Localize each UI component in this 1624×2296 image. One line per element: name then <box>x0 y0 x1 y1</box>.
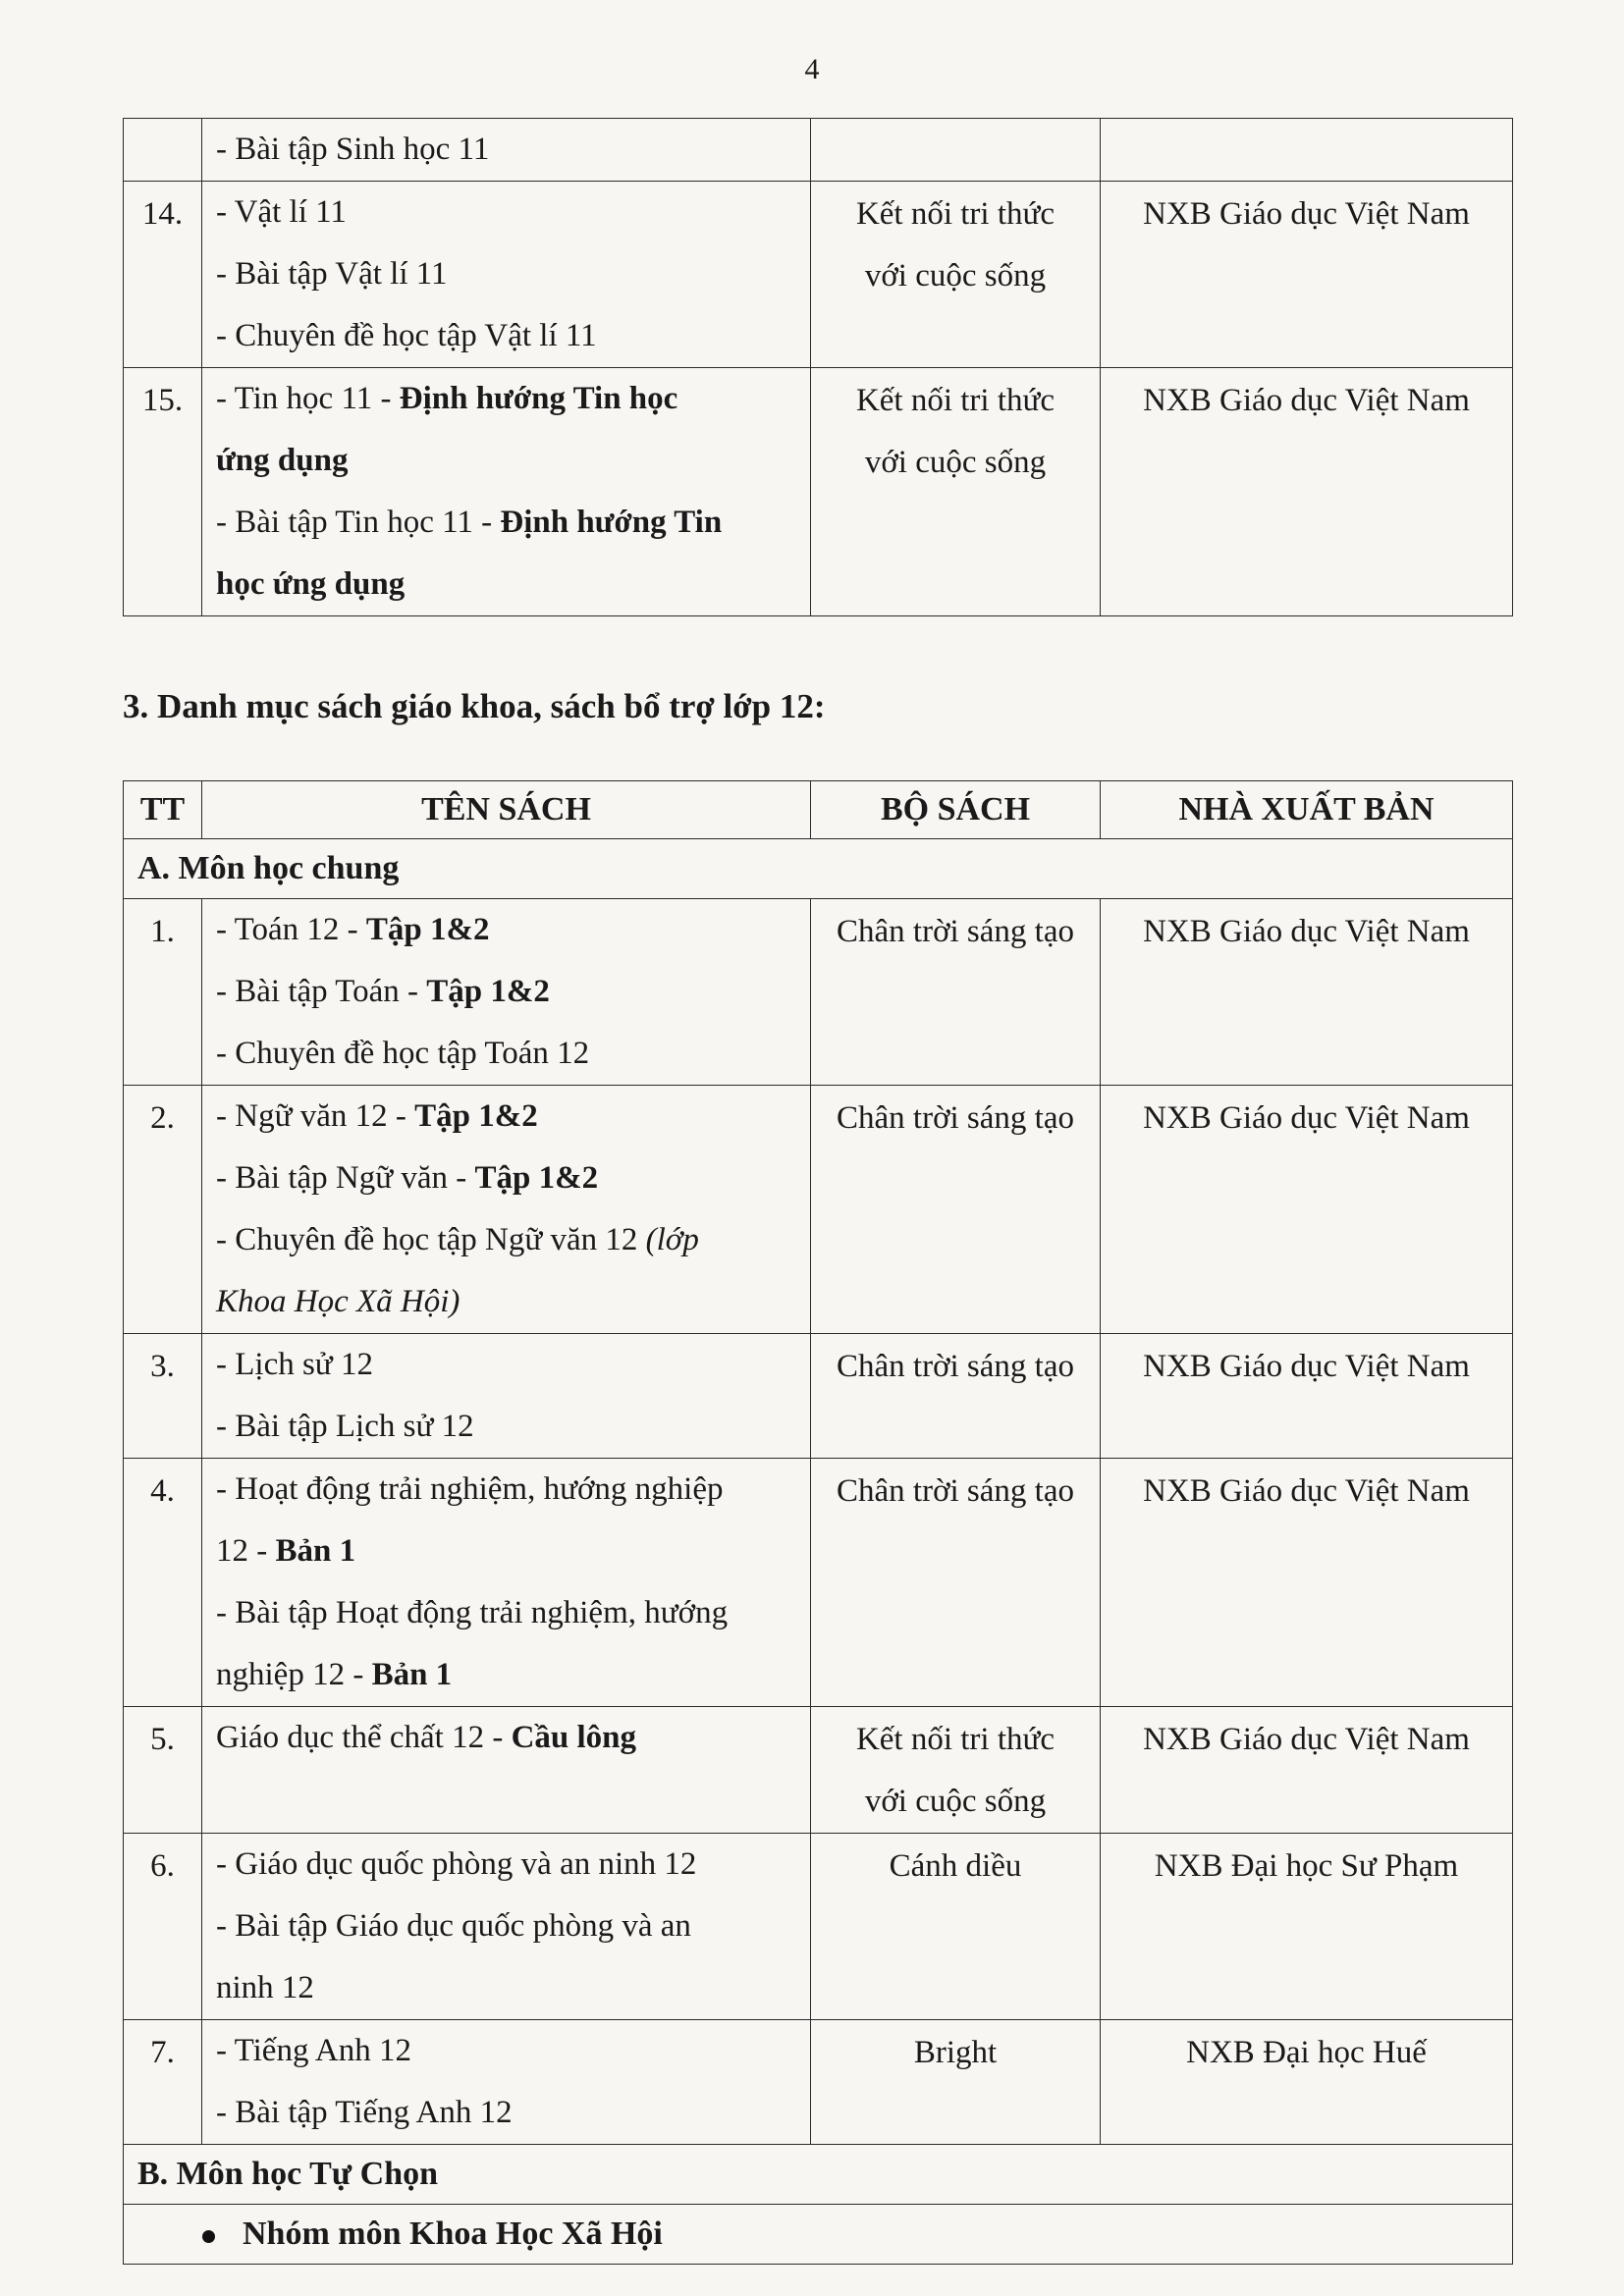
book-title-line <box>216 1396 810 1458</box>
row-index: 15. <box>124 368 202 616</box>
page-number: 4 <box>804 53 820 85</box>
book-series-cell <box>811 1707 1101 1834</box>
row-index: 1. <box>124 899 202 1086</box>
book-title-line <box>216 1023 810 1085</box>
book-series-line: với cuộc sống <box>864 258 1047 294</box>
book-title-cell <box>202 368 811 616</box>
book-title-text: - Bài tập Hoạt động trải nghiệm, hướng <box>216 1595 729 1630</box>
header-tt: TT <box>124 781 202 839</box>
book-title-text: - Giáo dục quốc phòng và an ninh 12 <box>216 1846 697 1882</box>
book-title-line <box>216 182 810 243</box>
book-title-bold: Tập 1&2 <box>365 912 490 947</box>
publisher-line: NXB Đại học Huế <box>1186 2035 1427 2070</box>
section-a-row <box>124 839 1513 899</box>
book-title-cell <box>202 182 811 368</box>
book-series-line: Chân trời sáng tạo <box>837 1473 1074 1509</box>
book-title-text: - Ngữ văn 12 - <box>216 1098 415 1134</box>
book-title-bold: ứng dụng <box>216 443 349 478</box>
row-index: 14. <box>124 182 202 368</box>
section-title: 3. Danh mục sách giáo khoa, sách bổ trợ lớp 12: <box>123 687 826 725</box>
book-title-line <box>216 1086 810 1148</box>
section-b-label: B. Môn học Tự Chọn <box>124 2145 1513 2205</box>
book-title-line <box>216 2082 810 2144</box>
book-title-cell <box>202 2020 811 2145</box>
book-series-cell <box>811 1334 1101 1459</box>
publisher-line: NXB Giáo dục Việt Nam <box>1143 1100 1470 1136</box>
grade-12-book-table <box>123 780 1513 2265</box>
book-title-bold: Định hướng Tin <box>500 505 723 540</box>
book-title-line <box>216 243 810 305</box>
book-title-line <box>216 1834 810 1896</box>
book-series-line: với cuộc sống <box>864 1784 1047 1819</box>
table-row <box>124 1707 1513 1834</box>
table-row <box>124 119 1513 182</box>
book-series-line: Bright <box>913 2035 998 2070</box>
publisher-cell <box>1101 1334 1513 1459</box>
book-title-cell <box>202 899 811 1086</box>
section-b-row <box>124 2145 1513 2205</box>
publisher-cell <box>1101 1086 1513 1334</box>
book-title-text: - Tiếng Anh 12 <box>216 2033 411 2068</box>
book-title-text: - Bài tập Tiếng Anh 12 <box>216 2095 513 2130</box>
bullet-group-label: Nhóm môn Khoa Học Xã Hội <box>243 2216 663 2252</box>
row-index: 4. <box>124 1459 202 1707</box>
book-title-bold: Tập 1&2 <box>426 974 550 1009</box>
book-title-text: - Vật lí 11 <box>216 194 347 230</box>
publisher-line: NXB Giáo dục Việt Nam <box>1143 1349 1470 1384</box>
book-series-cell <box>811 2020 1101 2145</box>
book-title-line <box>216 1957 810 2019</box>
book-title-line <box>216 961 810 1023</box>
book-series-line: Chân trời sáng tạo <box>837 1349 1074 1384</box>
book-series-line: Chân trời sáng tạo <box>837 1100 1074 1136</box>
section-a-label: A. Môn học chung <box>124 839 1513 899</box>
book-series-cell <box>811 1086 1101 1334</box>
book-title-bold: học ứng dụng <box>216 566 406 602</box>
publisher-cell <box>1101 1834 1513 2020</box>
book-title-line <box>216 1271 810 1333</box>
publisher-cell <box>1101 182 1513 368</box>
book-title-text: - Bài tập Toán - <box>216 974 427 1009</box>
book-title-text: nghiệp 12 - <box>216 1657 372 1692</box>
book-title-text: - Chuyên đề học tập Ngữ văn 12 <box>216 1222 646 1257</box>
book-title-cell <box>202 1707 811 1834</box>
book-title-line <box>216 305 810 367</box>
book-title-text: - Bài tập Vật lí 11 <box>216 256 448 292</box>
book-title-line <box>216 1644 810 1706</box>
book-title-text: - Tin học 11 - <box>216 381 400 416</box>
row-index: 3. <box>124 1334 202 1459</box>
publisher-cell <box>1101 368 1513 616</box>
book-title-cell <box>202 119 811 182</box>
table-row <box>124 899 1513 1086</box>
book-series-cell <box>811 182 1101 368</box>
publisher-cell <box>1101 1707 1513 1834</box>
book-title-text: - Bài tập Sinh học 11 <box>216 132 490 167</box>
book-title-text: 12 - <box>216 1533 276 1569</box>
book-title-italic: Khoa Học Xã Hội) <box>216 1284 460 1319</box>
previous-book-table <box>123 118 1513 616</box>
table-row <box>124 1834 1513 2020</box>
book-series-line: Chân trời sáng tạo <box>837 914 1074 949</box>
row-index: 7. <box>124 2020 202 2145</box>
book-series-cell <box>811 1459 1101 1707</box>
book-title-cell <box>202 1334 811 1459</box>
publisher-line: NXB Đại học Sư Phạm <box>1154 1848 1459 1884</box>
row-index: 6. <box>124 1834 202 2020</box>
book-title-bold: Bản 1 <box>371 1657 453 1692</box>
publisher-line: NXB Giáo dục Việt Nam <box>1143 196 1470 232</box>
book-series-line: Kết nối tri thức <box>855 383 1056 418</box>
book-title-text: ninh 12 <box>216 1970 314 2005</box>
book-series-line: Cánh diều <box>889 1848 1022 1884</box>
publisher-cell <box>1101 2020 1513 2145</box>
table-row <box>124 1334 1513 1459</box>
bullet-group-row <box>124 2205 1513 2265</box>
book-title-line <box>216 1334 810 1396</box>
publisher-line: NXB Giáo dục Việt Nam <box>1143 383 1470 418</box>
book-series-line: Kết nối tri thức <box>855 196 1056 232</box>
book-title-bold: Bản 1 <box>275 1533 356 1569</box>
book-title-line <box>216 492 810 554</box>
book-title-cell <box>202 1834 811 2020</box>
table-row <box>124 2020 1513 2145</box>
book-title-line <box>216 119 810 181</box>
book-title-text: - Chuyên đề học tập Vật lí 11 <box>216 318 597 353</box>
book-series-line: Kết nối tri thức <box>855 1722 1056 1757</box>
header-book-series: BỘ SÁCH <box>811 781 1101 839</box>
header-publisher: NHÀ XUẤT BẢN <box>1101 781 1513 839</box>
book-series-cell <box>811 368 1101 616</box>
book-title-line <box>216 2020 810 2082</box>
book-title-text: - Toán 12 - <box>216 912 366 947</box>
book-title-text: - Bài tập Lịch sử 12 <box>216 1409 474 1444</box>
book-title-line <box>216 1209 810 1271</box>
book-title-line <box>216 430 810 492</box>
book-title-text: - Bài tập Tin học 11 - <box>216 505 501 540</box>
book-title-line <box>216 899 810 961</box>
book-title-line <box>216 368 810 430</box>
bullet-icon <box>202 2230 215 2243</box>
book-title-italic: (lớp <box>645 1222 699 1257</box>
bullet-group-cell <box>124 2205 1513 2265</box>
book-series-cell <box>811 119 1101 182</box>
book-title-line <box>216 1582 810 1644</box>
publisher-line: NXB Giáo dục Việt Nam <box>1143 914 1470 949</box>
book-title-bold: Tập 1&2 <box>414 1098 538 1134</box>
book-title-bold: Cầu lông <box>511 1720 637 1755</box>
book-title-line <box>216 1521 810 1582</box>
publisher-line: NXB Giáo dục Việt Nam <box>1143 1473 1470 1509</box>
book-title-text: - Bài tập Ngữ văn - <box>216 1160 475 1196</box>
book-title-line <box>216 1707 810 1769</box>
book-title-text: - Chuyên đề học tập Toán 12 <box>216 1036 590 1071</box>
row-index: 5. <box>124 1707 202 1834</box>
publisher-cell <box>1101 899 1513 1086</box>
row-index: 2. <box>124 1086 202 1334</box>
book-title-line <box>216 1148 810 1209</box>
publisher-cell <box>1101 119 1513 182</box>
publisher-line: NXB Giáo dục Việt Nam <box>1143 1722 1470 1757</box>
book-title-cell <box>202 1086 811 1334</box>
book-series-cell <box>811 899 1101 1086</box>
row-index <box>124 119 202 182</box>
book-title-line <box>216 1459 810 1521</box>
table-row <box>124 1459 1513 1707</box>
table-row <box>124 182 1513 368</box>
book-title-text: - Hoạt động trải nghiệm, hướng nghiệp <box>216 1471 724 1507</box>
book-title-text: - Lịch sử 12 <box>216 1347 373 1382</box>
book-series-cell <box>811 1834 1101 2020</box>
header-book-name: TÊN SÁCH <box>202 781 811 839</box>
book-title-text: Giáo dục thể chất 12 - <box>216 1720 512 1755</box>
table-row <box>124 1086 1513 1334</box>
book-title-line <box>216 1896 810 1957</box>
book-series-line: với cuộc sống <box>864 445 1047 480</box>
table-header-row <box>124 781 1513 839</box>
publisher-cell <box>1101 1459 1513 1707</box>
book-title-bold: Định hướng Tin học <box>399 381 678 416</box>
table-row <box>124 368 1513 616</box>
book-title-line <box>216 554 810 615</box>
book-title-bold: Tập 1&2 <box>474 1160 599 1196</box>
book-title-cell <box>202 1459 811 1707</box>
book-title-text: - Bài tập Giáo dục quốc phòng và an <box>216 1908 691 1944</box>
